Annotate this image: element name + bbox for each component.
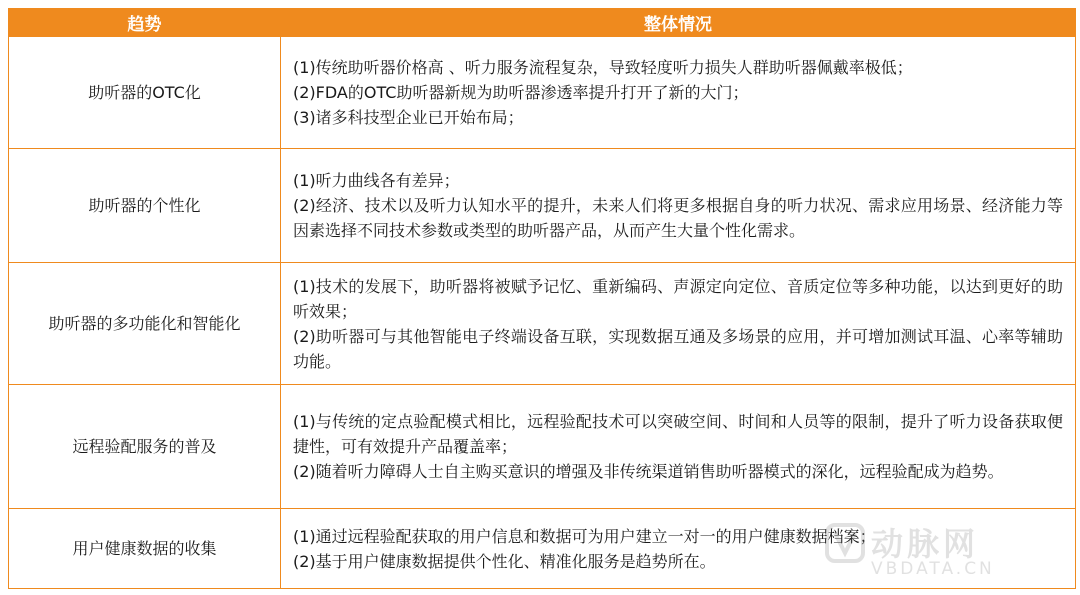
vbdata-logo-icon: [825, 523, 865, 563]
description-line: (2)FDA的OTC助听器新规为助听器渗透率提升打开了新的大门；: [293, 83, 749, 102]
header-trend: 趋势: [9, 9, 281, 37]
description-cell: [281, 149, 1076, 263]
table-row: [9, 37, 1076, 149]
description-line: (2)经济、技术以及听力认知水平的提升，未来人们将更多根据自身的听力状况、需求应用场景、经济能力等因素选择不同技术参数或类型的助听器产品，从而产生大量个性化需求。: [293, 196, 1063, 240]
trend-cell: 助听器的个性化: [9, 149, 281, 263]
description-line: (1)通过远程验配获取的用户信息和数据可为用户建立一对一的用户健康数据档案；: [293, 526, 876, 546]
description-line: (1)技术的发展下，助听器将被赋予记忆、重新编码、声源定向定位、音质定位等多种功能，以达到更好的助听效果；: [293, 276, 1063, 321]
trend-cell: 远程验配服务的普及: [9, 385, 281, 509]
watermark-en: VBDATA.CN: [871, 559, 995, 579]
description-line: (2)助听器可与其他智能电子终端设备互联，实现数据互通及多场景的应用，并可增加测试耳温、心率等辅助功能。: [293, 326, 1063, 371]
description-line: (3)诸多科技型企业已开始布局；: [293, 108, 524, 127]
description-line: (1)听力曲线各有差异；: [293, 171, 460, 190]
description-cell: [281, 263, 1076, 385]
trend-cell: 助听器的OTC化: [9, 37, 281, 149]
description-cell: [281, 385, 1076, 509]
table-header-row: [9, 9, 1076, 37]
description-line: (2)随着听力障碍人士自主购买意识的增强及非传统渠道销售助听器模式的深化，远程验配成为趋势。: [293, 462, 1004, 481]
description-line: (1)与传统的定点验配模式相比，远程验配技术可以突破空间、时间和人员等的限制，提升了听力设备获取便捷性，可有效提升产品覆盖率；: [293, 412, 1063, 456]
table-row: [9, 385, 1076, 509]
header-overview: 整体情况: [281, 9, 1076, 37]
trend-cell: 用户健康数据的收集: [9, 509, 281, 589]
trend-cell: 助听器的多功能化和智能化: [9, 263, 281, 385]
description-line: (2)基于用户健康数据提供个性化、精准化服务是趋势所在。: [293, 551, 716, 571]
watermark: [825, 519, 1060, 581]
trend-table: [8, 8, 1076, 589]
watermark-cn: 动脉网: [871, 525, 980, 563]
table-row: [9, 149, 1076, 263]
table-row: [9, 263, 1076, 385]
description-line: (1)传统助听器价格高 、听力服务流程复杂，导致轻度听力损失人群助听器佩戴率极低；: [293, 58, 913, 77]
description-cell: [281, 37, 1076, 149]
